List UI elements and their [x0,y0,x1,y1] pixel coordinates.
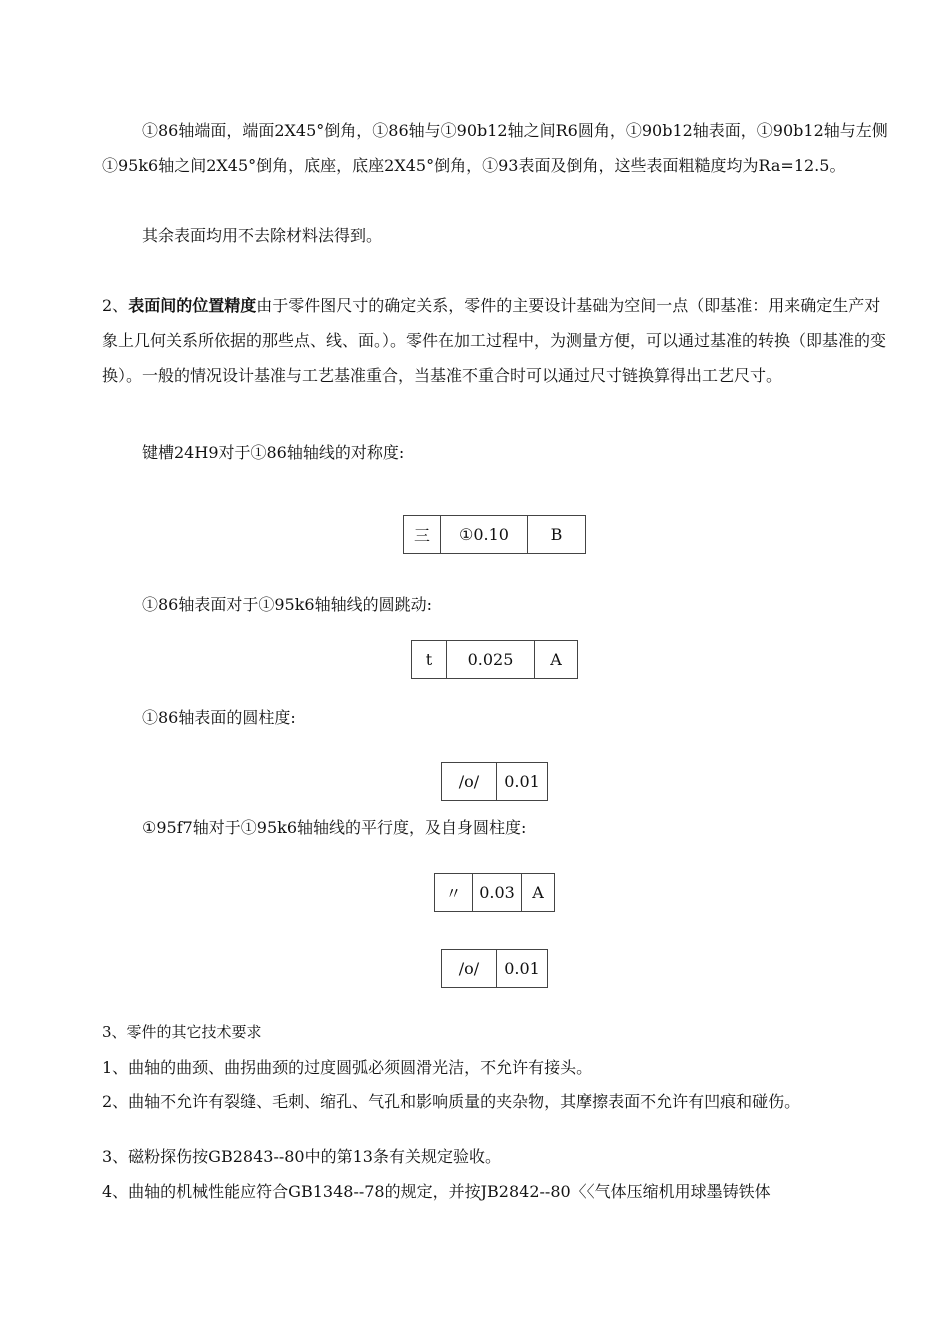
tolerance-value: 0.03 [473,874,522,912]
symmetry-symbol: 三 [404,516,441,554]
paragraph-other-surfaces: 其余表面均用不去除材料法得到。 [142,226,383,245]
section-2-body: 由于零件图尺寸的确定关系，零件的主要设计基础为空间一点（即基准：用来确定生产对象上几何关系所依据的那些点、线、面。）。零件在加工过程中，为测量方便，可以通过基准的转换（即基准的变换）。一般的情况设计基准与工艺基准重合，当基准不重合时可以通过尺寸链换算得出工艺尺寸。 [102,296,887,385]
requirement-runout-text: ①86轴表面对于①95k6轴轴线的圆跳动: [142,595,432,614]
tolerance-frame-runout [411,640,578,679]
tolerance-frame-cylindricity-2 [441,949,548,988]
tolerance-value: 0.01 [497,950,548,988]
datum-reference: B [528,516,586,554]
section-2-paragraph [102,288,892,393]
cylindricity-symbol: /o/ [442,950,497,988]
parallelism-symbol: 〃 [435,874,473,912]
requirement-parallelism-text: ①95f7轴对于①95k6轴轴线的平行度，及自身圆柱度: [142,818,527,837]
tolerance-frame-parallelism [434,873,555,912]
list-item: 3、磁粉探伤按GB2843--80中的第13条有关规定验收。 [102,1147,501,1166]
tolerance-value: 0.01 [497,763,548,801]
tolerance-frame-symmetry [403,515,586,554]
tolerance-value: ①0.10 [441,516,528,554]
requirement-symmetry-text: 键槽24H9对于①86轴轴线的对称度: [142,443,405,462]
datum-reference: A [535,641,578,679]
datum-reference: A [522,874,555,912]
list-item: 2、曲轴不允许有裂缝、毛刺、缩孔、气孔和影响质量的夹杂物，其摩擦表面不允许有凹痕和碰伤。 [102,1092,801,1111]
section-2-number: 2、 [102,296,129,315]
tolerance-frame-cylindricity [441,762,548,801]
cylindricity-symbol: /o/ [442,763,497,801]
section-3-heading: 3、零件的其它技术要求 [102,1023,262,1041]
list-item: 1、曲轴的曲颈、曲拐曲颈的过度圆弧必须圆滑光洁，不允许有接头。 [102,1058,593,1077]
tolerance-value: 0.025 [447,641,535,679]
section-2-title: 表面间的位置精度 [128,296,257,315]
runout-symbol: t [412,641,447,679]
requirement-cylindricity-text: ①86轴表面的圆柱度: [142,708,296,727]
list-item: 4、曲轴的机械性能应符合GB1348--78的规定，并按JB2842--80〈〈气体压缩机用球墨铸铁体 [102,1182,771,1201]
paragraph-surface-roughness: ①86轴端面，端面2X45°倒角，①86轴与①90b12轴之间R6圆角，①90b12轴表面，①90b12轴与左侧①95k6轴之间2X45°倒角，底座，底座2X45°倒角，①93表面及倒角，这些表面粗糙度均为Ra=12.5。 [102,121,888,175]
